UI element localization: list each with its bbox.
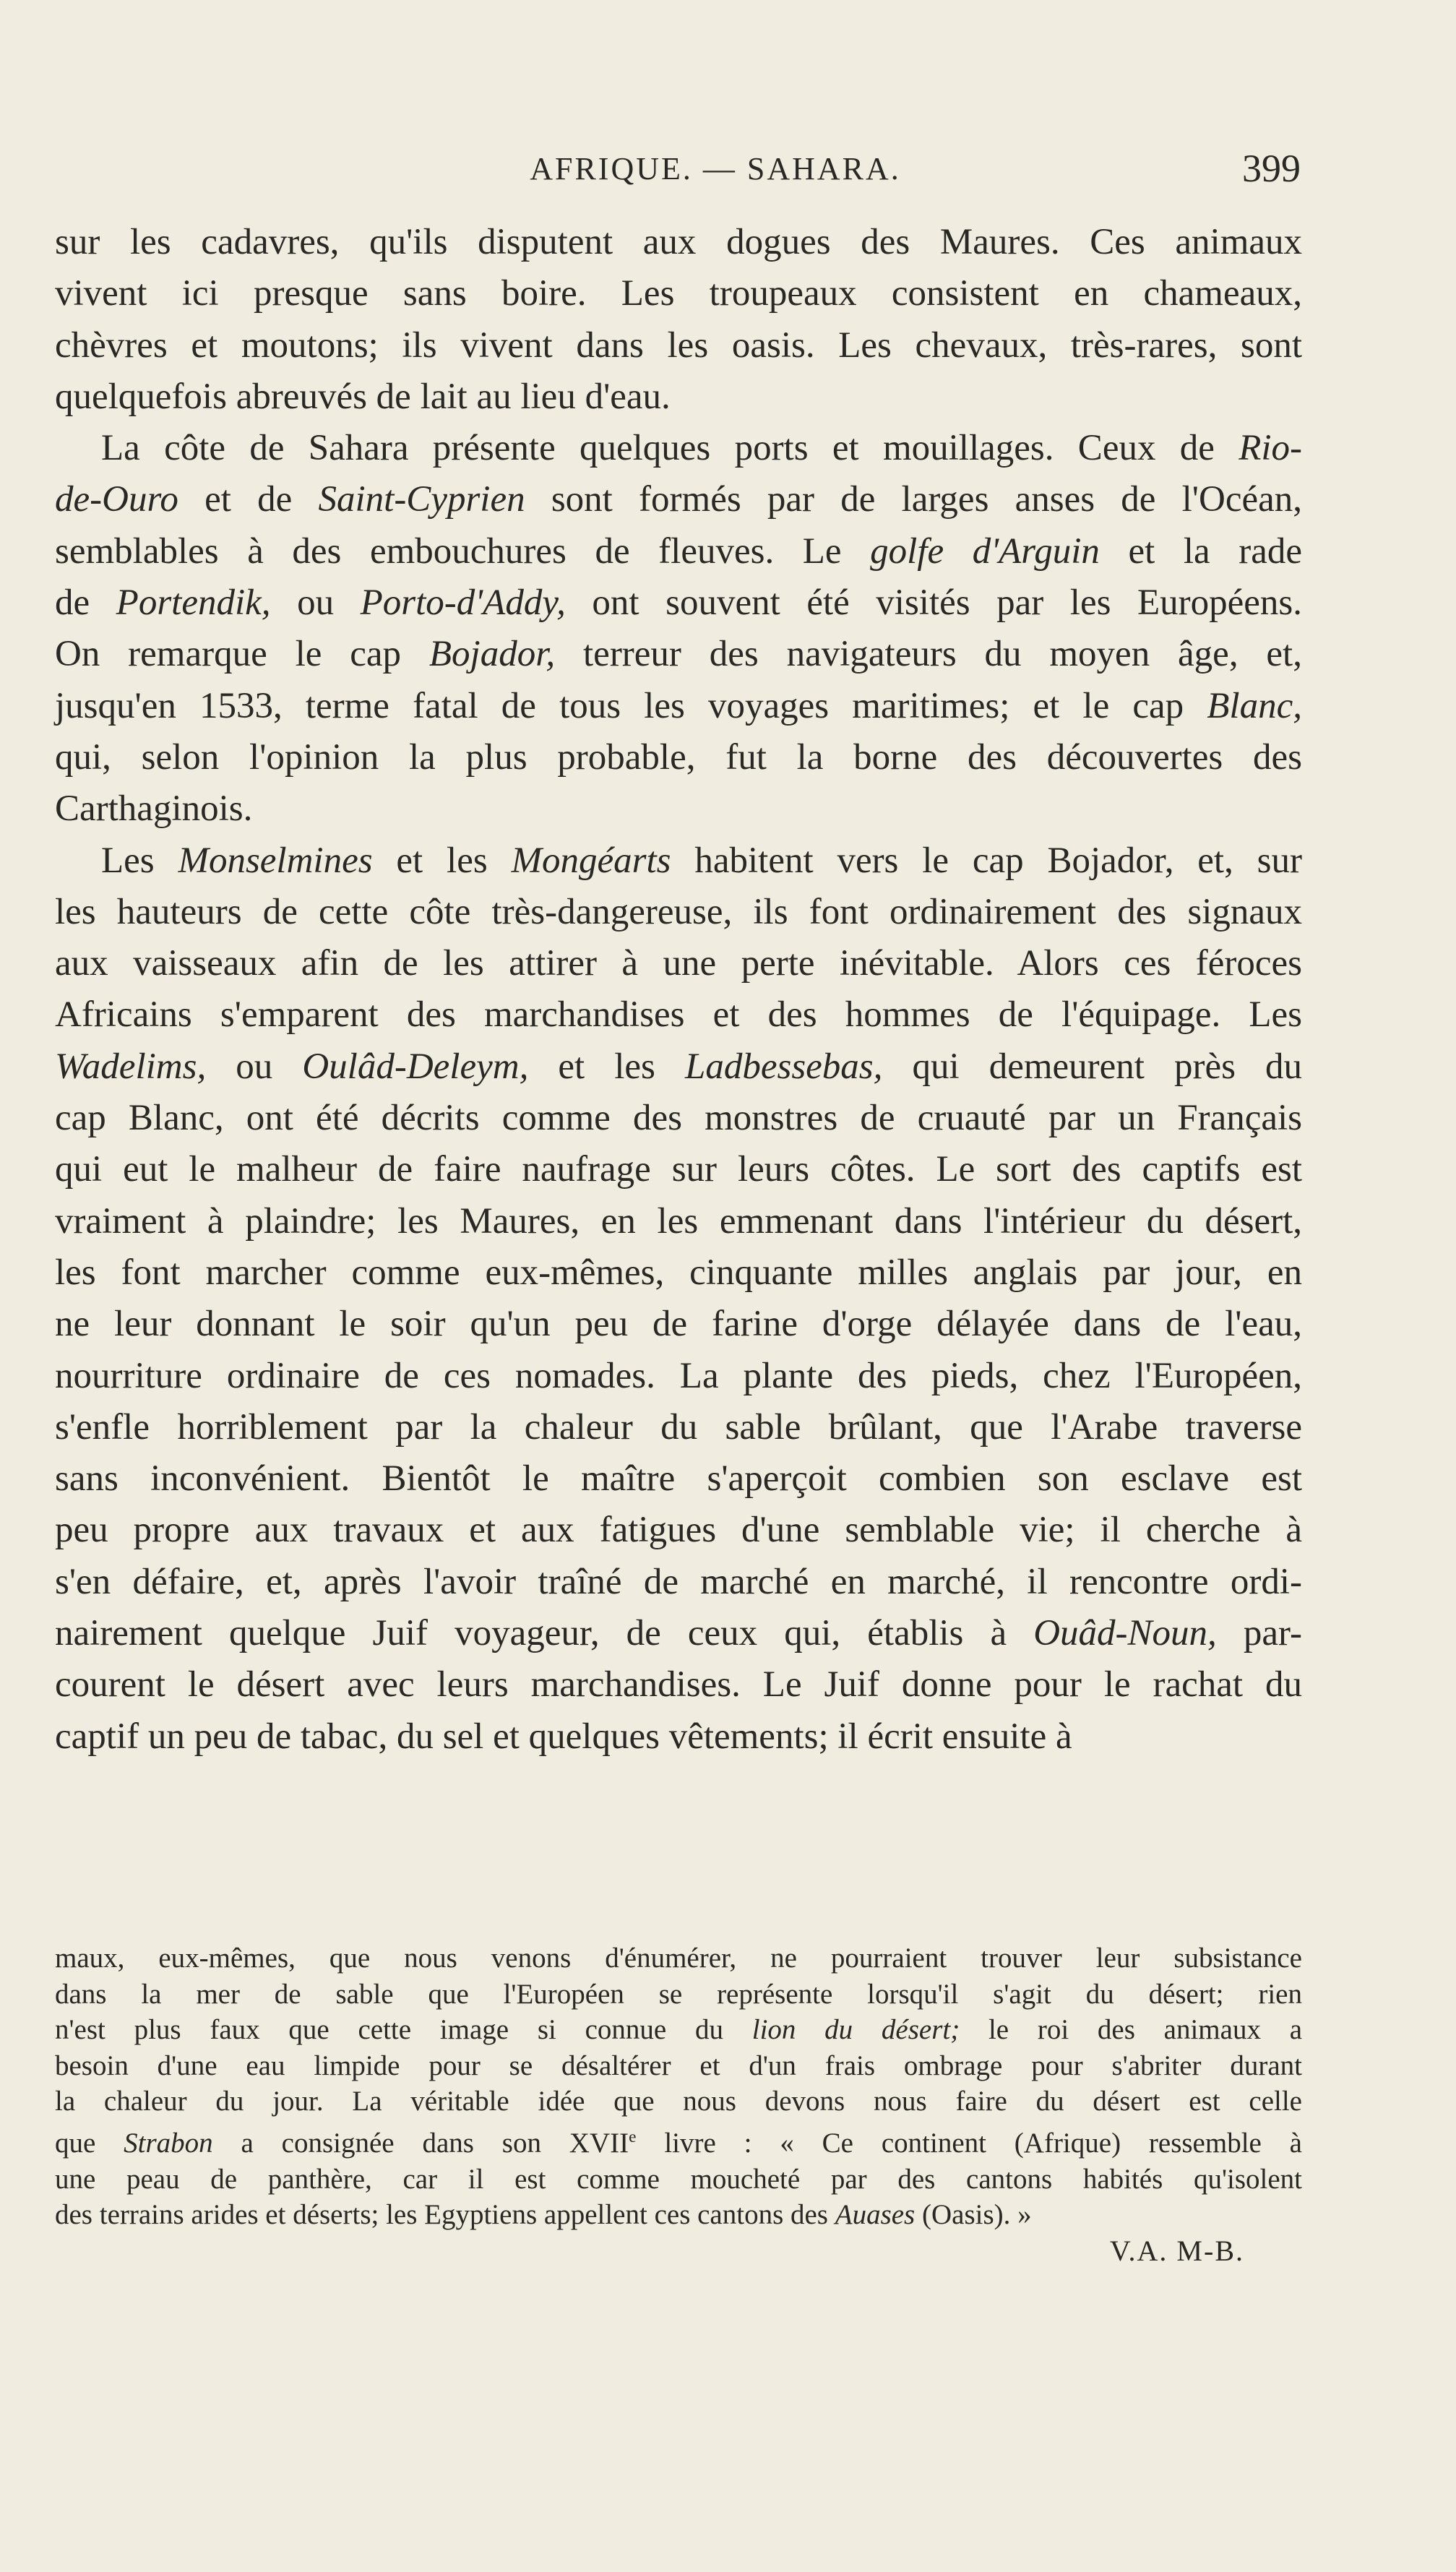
italic-term: Portendik,: [116, 582, 271, 624]
text-line: nourriture ordinaire de ces nomades. La plante des pieds, chez l'Européen,: [55, 1355, 1302, 1396]
text-line: cap Blanc, ont été décrits comme des monstres de cruauté par un Français: [55, 1098, 1302, 1139]
italic-term: Wadelims,: [55, 1046, 207, 1087]
text-line: jusqu'en 1533, terme fatal de tous les voyages maritimes; et le cap Blanc,: [55, 685, 1302, 726]
text-line: s'enfle horriblement par la chaleur du sable brûlant, que l'Arabe traverse: [55, 1406, 1302, 1448]
text-line: Wadelims, ou Oulâd-Deleym, et les Ladbessebas, qui demeurent près du: [55, 1046, 1303, 1087]
italic-term: Mongéarts: [511, 840, 671, 881]
italic-term: Rio-: [1239, 428, 1302, 469]
text-line: aux vaisseaux afin de les attirer à une perte inévitable. Alors ces féroces: [55, 943, 1302, 984]
italic-term: lion du désert;: [751, 2014, 960, 2046]
italic-term: Porto-d'Addy,: [360, 582, 566, 624]
footnote: [55, 1940, 1302, 2267]
text-line: s'en défaire, et, après l'avoir traîné de marché en marché, il rencontre ordi-: [55, 1561, 1302, 1602]
italic-term: Strabon: [124, 2127, 213, 2159]
text-line: les font marcher comme eux-mêmes, cinquante milles anglais par jour, en: [55, 1252, 1302, 1293]
text-line: On remarque le cap Bojador, terreur des navigateurs du moyen âge, et,: [55, 634, 1302, 675]
italic-term: Oulâd-Deleym,: [302, 1046, 529, 1087]
text-line: peu propre aux travaux et aux fatigues d'une semblable vie; il cherche à: [55, 1510, 1302, 1551]
italic-term: Auases: [835, 2199, 916, 2231]
text-line: nairement quelque Juif voyageur, de ceux qui, établis à Ouâd-Noun, par-: [55, 1613, 1302, 1654]
page-number: 399: [1242, 147, 1301, 190]
italic-term: golfe d'Arguin: [870, 530, 1100, 572]
text-line: vraiment à plaindre; les Maures, en les emmenant dans l'intérieur du désert,: [55, 1200, 1302, 1242]
running-title: AFRIQUE. — SAHARA.: [530, 151, 901, 186]
text-line: captif un peu de tabac, du sel et quelques vêtements; il écrit ensuite à: [55, 1716, 1072, 1757]
footnote-line: dans la mer de sable que l'Européen se représente lorsqu'il s'agit du désert; rien: [55, 1978, 1302, 2010]
footnote-line: besoin d'une eau limpide pour se désaltérer et d'un frais ombrage pour s'abriter durant: [55, 2050, 1302, 2081]
text-line: de-Ouro et de Saint-Cyprien sont formés par de larges anses de l'Océan,: [55, 479, 1302, 520]
italic-term: Ouâd-Noun,: [1033, 1613, 1217, 1654]
text-line: chèvres et moutons; ils vivent dans les oasis. Les chevaux, très-rares, sont: [55, 324, 1302, 366]
text-line: vivent ici presque sans boire. Les troupeaux consistent en chameaux,: [55, 273, 1302, 314]
text-line: La côte de Sahara présente quelques ports et mouillages. Ceux de Rio-: [101, 428, 1302, 469]
footnote-line: n'est plus faux que cette image si connue du lion du désert; le roi des animaux a: [55, 2014, 1302, 2046]
italic-term: Blanc,: [1207, 685, 1302, 726]
text-line: Carthaginois.: [55, 788, 253, 830]
text-line: Les Monselmines et les Mongéarts habitent vers le cap Bojador, et, sur: [101, 840, 1302, 881]
footnote-line: une peau de panthère, car il est comme moucheté par des cantons habités qu'isolent: [55, 2163, 1302, 2195]
footnote-line: maux, eux-mêmes, que nous venons d'énumérer, ne pourraient trouver leur subsistance: [55, 1943, 1302, 1974]
page-header: [0, 147, 1456, 201]
italic-term: Ladbessebas,: [684, 1046, 883, 1087]
italic-term: Bojador,: [428, 634, 556, 675]
text-line: Africains s'emparent des marchandises et des hommes de l'équipage. Les: [55, 994, 1302, 1036]
text-line: sur les cadavres, qu'ils disputent aux dogues des Maures. Ces animaux: [55, 222, 1302, 262]
text-line: qui eut le malheur de faire naufrage sur leurs côtes. Le sort des captifs est: [55, 1149, 1302, 1190]
italic-term: de-Ouro: [55, 479, 178, 520]
text-line: de Portendik, ou Porto-d'Addy, ont souvent été visités par les Européens.: [55, 582, 1302, 624]
text-line: semblables à des embouchures de fleuves. Le golfe d'Arguin et la rade: [55, 530, 1302, 572]
footnote-signature: V.A. M-B.: [1109, 2234, 1244, 2267]
italic-term: Monselmines: [178, 840, 373, 881]
text-line: sans inconvénient. Bientôt le maître s'aperçoit combien son esclave est: [55, 1458, 1302, 1500]
main-text: [55, 217, 1302, 1763]
text-line: qui, selon l'opinion la plus probable, fut la borne des découvertes des: [55, 736, 1302, 778]
italic-term: Saint-Cyprien: [318, 479, 525, 520]
footnote-line: des terrains arides et déserts; les Egyptiens appellent ces cantons des Auases (Oasis). »: [55, 2199, 1032, 2231]
footnote-line: que Strabon a consignée dans son XVIIe livre : « Ce continent (Afrique) ressemble à: [55, 2127, 1302, 2159]
text-line: courent le désert avec leurs marchandises. Le Juif donne pour le rachat du: [55, 1664, 1302, 1706]
text-line: quelquefois abreuvés de lait au lieu d'eau.: [55, 376, 671, 417]
footnote-line: la chaleur du jour. La véritable idée que nous devons nous faire du désert est celle: [55, 2086, 1302, 2117]
text-line: les hauteurs de cette côte très-dangereuse, ils font ordinairement des signaux: [55, 891, 1302, 932]
text-line: ne leur donnant le soir qu'un peu de farine d'orge délayée dans de l'eau,: [55, 1304, 1302, 1345]
superscript: e: [629, 2127, 637, 2146]
